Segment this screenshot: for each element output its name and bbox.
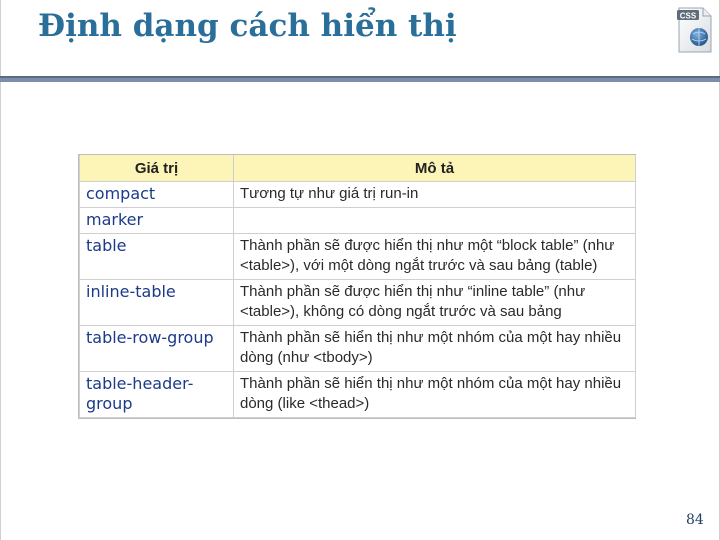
table-row bbox=[80, 280, 636, 326]
value-cell: inline-table bbox=[80, 280, 234, 326]
column-header-description: Mô tả bbox=[234, 155, 636, 182]
value-cell: compact bbox=[80, 182, 234, 208]
description-cell: Thành phần sẽ được hiển thị như một “block table” (như <table>), với một dòng ngắt trước và sau bảng (table) bbox=[234, 234, 636, 280]
css-icon-label: CSS bbox=[679, 11, 697, 21]
slide-title: Định dạng cách hiển thị bbox=[38, 8, 457, 44]
css-file-icon bbox=[675, 6, 715, 54]
description-cell: Thành phần sẽ hiển thị như một nhóm của một hay nhiều dòng (like <thead>) bbox=[234, 372, 636, 418]
value-cell: table bbox=[80, 234, 234, 280]
value-cell: table-header-group bbox=[80, 372, 234, 418]
value-cell: marker bbox=[80, 208, 234, 234]
table-row bbox=[80, 326, 636, 372]
page-number: 84 bbox=[686, 512, 704, 528]
display-values-table bbox=[78, 154, 636, 419]
table-row bbox=[80, 234, 636, 280]
table-header-row bbox=[80, 155, 636, 182]
table-row bbox=[80, 208, 636, 234]
description-cell bbox=[234, 208, 636, 234]
table-row bbox=[80, 372, 636, 418]
value-cell: table-row-group bbox=[80, 326, 234, 372]
table-row bbox=[80, 182, 636, 208]
description-cell: Tương tự như giá trị run-in bbox=[234, 182, 636, 208]
description-cell: Thành phần sẽ được hiển thị như “inline table” (như <table>), không có dòng ngắt trước và sau bảng bbox=[234, 280, 636, 326]
title-divider-dark bbox=[0, 76, 720, 78]
column-header-value: Giá trị bbox=[80, 155, 234, 182]
description-cell: Thành phần sẽ hiển thị như một nhóm của một hay nhiều dòng (như <tbody>) bbox=[234, 326, 636, 372]
